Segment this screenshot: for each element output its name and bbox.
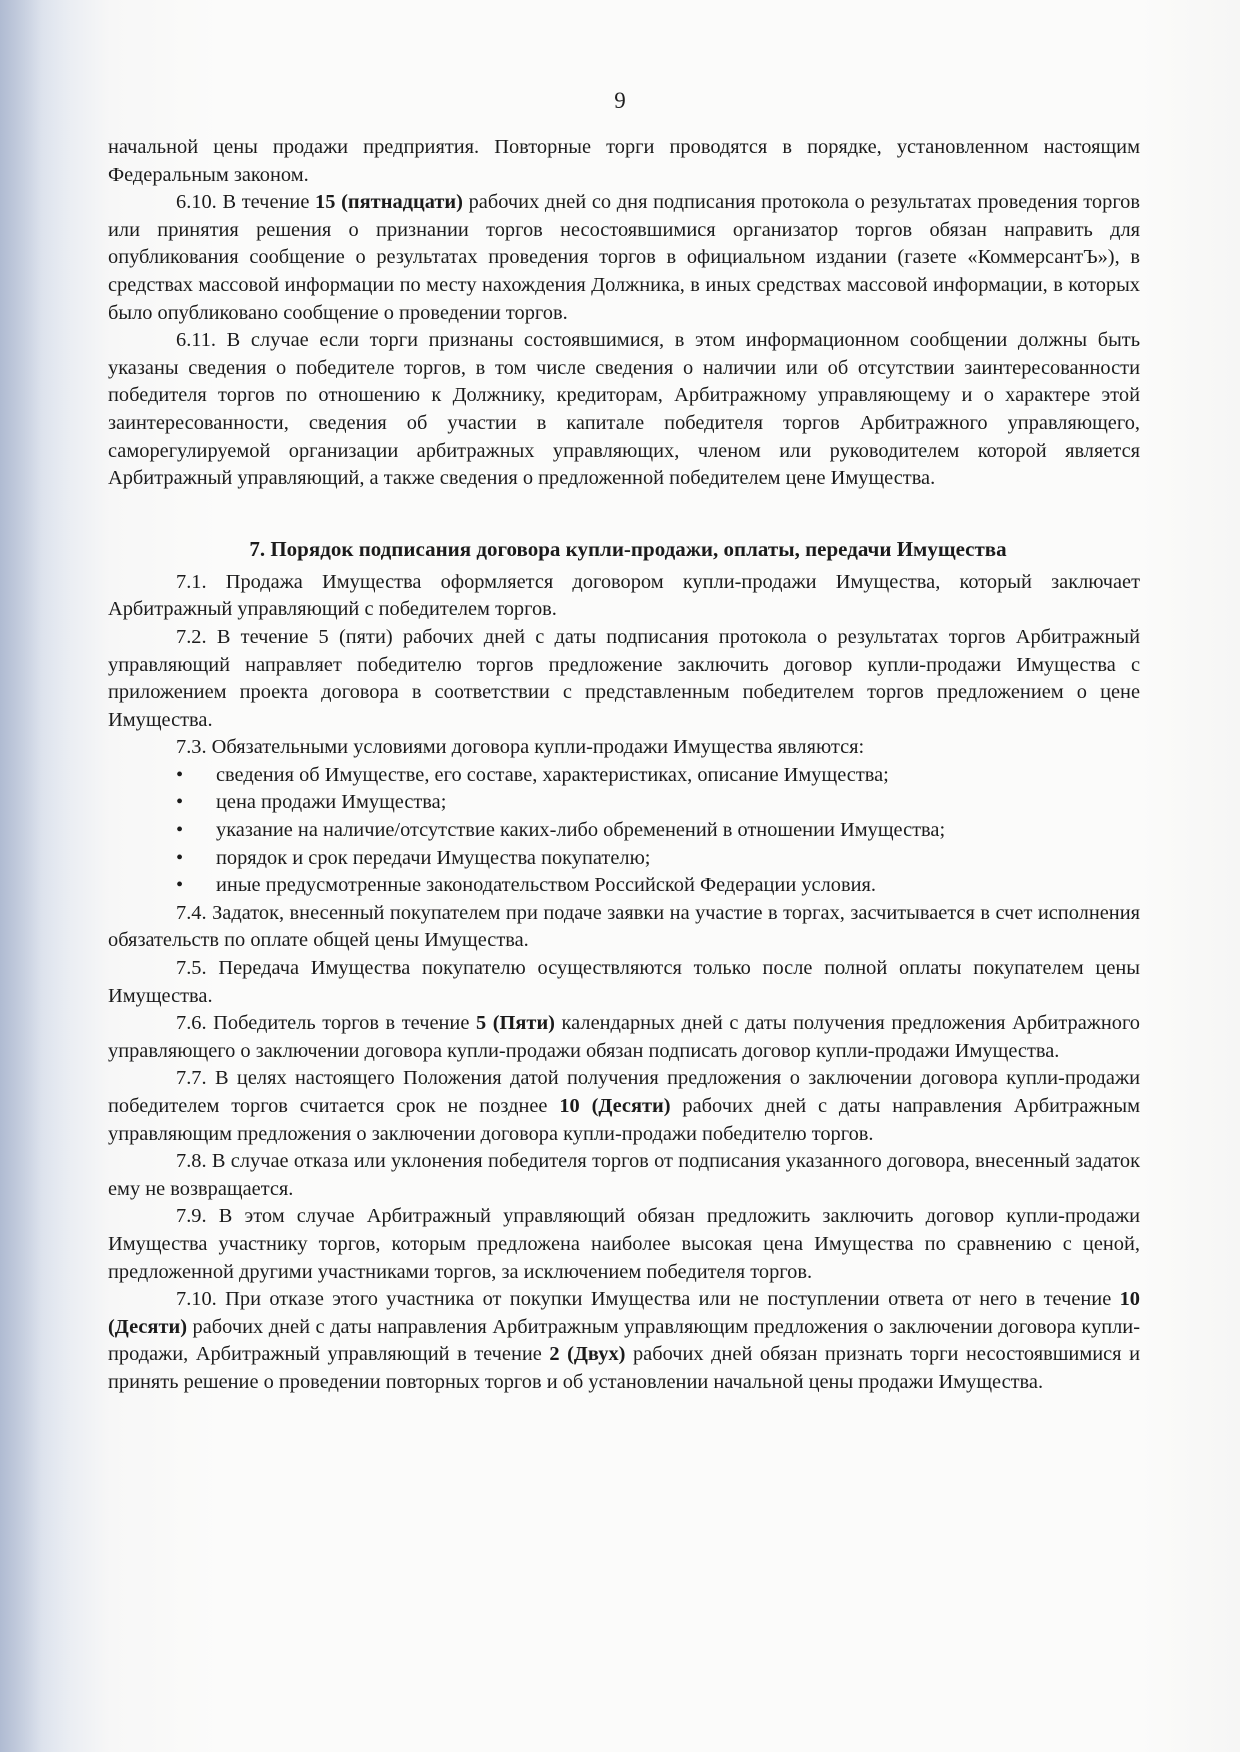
paragraph-text: 7.9. В этом случае Арбитражный управляющий обязан предложить заключить договор купли-продажи Имущества участнику торгов, которым предложена наиболее высокая цена Имущества по сравнению с ценой, предложенной другими участниками торгов, за исключением победителя торгов. <box>108 1205 1140 1283</box>
paragraph <box>108 327 1140 493</box>
paragraph <box>108 569 1140 624</box>
paragraph <box>108 955 1140 1010</box>
list-item-text: иные предусмотренные законодательством Российской Федерации условия. <box>216 874 876 897</box>
paragraph <box>108 189 1140 327</box>
paragraph-text: 7.4. Задаток, внесенный покупателем при подаче заявки на участие в торгах, засчитывается в счет исполнения обязательств по оплате общей цены Имущества. <box>108 901 1140 952</box>
section-6-paragraphs <box>108 134 1140 493</box>
paragraph <box>108 1203 1140 1286</box>
paragraph-text: календарных дней с даты получения предложения Арбитражного управляющего о заключении договора купли-продажи обязан подписать договор купли-продажи Имущества. <box>108 1012 1140 1062</box>
paragraph-text: 6.10. В течение <box>176 191 316 214</box>
bold-text: 5 (Пяти) <box>475 1012 555 1035</box>
paragraph <box>108 734 1140 762</box>
list-item <box>108 872 1140 900</box>
document-body <box>108 134 1140 1397</box>
list-item-text: сведения об Имуществе, его составе, характеристиках, описание Имущества; <box>216 763 889 786</box>
list-item-text: порядок и срок передачи Имущества покупателю; <box>216 846 651 869</box>
paragraph-text: 7.1. Продажа Имущества оформляется договором купли-продажи Имущества, который заключает Арбитражный управляющий с победителем торгов. <box>108 570 1140 621</box>
paragraph <box>108 1010 1140 1065</box>
paragraph-text: рабочих дней со дня подписания протокола о результатах проведения торгов или принятия решения о признании торгов несостоявшимися организатор торгов обязан направить для опубликования сообщение о результатах проведения торгов в официальном издании (газете «КоммерсантЪ»), в средствах массовой информации по месту нахождения Должника, в иных средствах массовой информации, в которых было опубликовано сообщение о проведении торгов. <box>108 191 1140 324</box>
list-item <box>108 762 1140 790</box>
paragraph-text: 7.5. Передача Имущества покупателю осуществляются только после полной оплаты покупателем цены Имущества. <box>108 957 1140 1007</box>
paragraph-text: 7.8. В случае отказа или уклонения победителя торгов от подписания указанного договора, внесенный задаток ему не возвращается. <box>108 1150 1140 1200</box>
paragraph <box>108 1148 1140 1203</box>
paragraph-text: 7.10. При отказе этого участника от покупки Имущества или не поступлении ответа от него в течение <box>176 1288 1120 1311</box>
scan-edge-shadow <box>0 0 70 1752</box>
page-number: 9 <box>614 88 626 113</box>
paragraph <box>108 134 1140 189</box>
paragraph-text: 7.3. Обязательными условиями договора купли-продажи Имущества являются: <box>176 736 865 759</box>
section-7-paragraphs-start <box>108 569 1140 762</box>
bold-text: 2 (Двух) <box>549 1343 626 1366</box>
list-item <box>108 845 1140 873</box>
paragraph-text: 7.7. В целях настоящего Положения датой получения предложения о заключении договора купли-продажи победителем торгов считается срок не позднее <box>108 1067 1140 1117</box>
list-item-text: цена продажи Имущества; <box>216 791 447 814</box>
paragraph-text: 7.6. Победитель торгов в течение <box>176 1012 476 1035</box>
paragraph <box>108 624 1140 734</box>
conditions-list <box>108 762 1140 900</box>
paragraph-text: рабочих дней с даты направления Арбитражным управляющим предложения о заключении договора купли-продажи победителю торгов. <box>108 1095 1140 1145</box>
list-item <box>108 817 1140 845</box>
paragraph <box>108 1065 1140 1148</box>
section-7-title: 7. Порядок подписания договора купли-продажи, оплаты, передачи Имущества <box>249 536 1007 561</box>
list-item <box>108 789 1140 817</box>
bold-text: 10 (Десяти) <box>108 1288 1140 1338</box>
bullet-icon: • <box>176 846 184 869</box>
list-item-text: указание на наличие/отсутствие каких-либо обременений в отношении Имущества; <box>216 819 946 842</box>
paragraph-text: начальной цены продажи предприятия. Повторные торги проводятся в порядке, установленном настоящим Федеральным законом. <box>108 136 1140 186</box>
bullet-icon: • <box>176 819 184 842</box>
paragraph-text: 7.2. В течение 5 (пяти) рабочих дней с даты подписания протокола о результатах торгов Арбитражный управляющий направляет победителю торгов предложение заключить договор купли-продажи Имущества с приложением проекта договора в соответствии с представленным победителем торгов предложением о цене Имущества. <box>108 625 1140 731</box>
paragraph-text: рабочих дней обязан признать торги несостоявшимися и принять решение о проведении повторных торгов и об установлении начальной цены продажи Имущества. <box>108 1343 1141 1393</box>
bullet-icon: • <box>176 874 184 897</box>
paragraph-text: 6.11. В случае если торги признаны состоявшимися, в этом информационном сообщении должны быть указаны сведения о победителе торгов, в том числе сведения о наличии или об отсутствии заинтересованности победителя торгов по отношению к Должнику, кредиторам, Арбитражному управляющему и о характере этой заинтересованности, сведения об участии в капитале победителя торгов Арбитражного управляющего, саморегулируемой организации арбитражных управляющих, членом или руководителем которой является Арбитражный управляющий, а также сведения о предложенной победителем цене Имущества. <box>108 329 1140 490</box>
bold-text: 15 (пятнадцати) <box>315 191 463 214</box>
paragraph <box>108 1286 1140 1396</box>
bullet-icon: • <box>176 763 184 786</box>
bold-text: 10 (Десяти) <box>559 1095 671 1117</box>
paragraph-text: рабочих дней с даты направления Арбитражным управляющим предложения о заключении договора купли-продажи, Арбитражный управляющий в течение <box>108 1315 1140 1366</box>
paragraph <box>108 900 1140 955</box>
bullet-icon: • <box>176 791 184 814</box>
section-7-paragraphs-end <box>108 900 1140 1397</box>
